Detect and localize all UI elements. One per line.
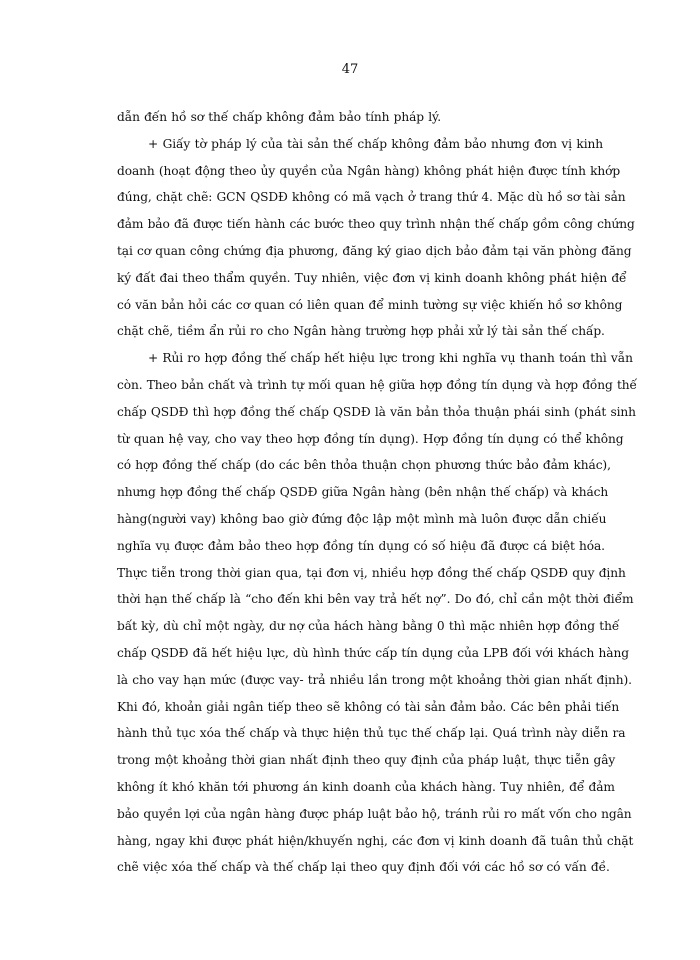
text-line: hàng(người vay) không bao giờ đứng độc lập một mình mà luôn được dẫn chiếu — [117, 511, 607, 526]
text-line: dẫn đến hồ sơ thế chấp không đảm bảo tính pháp lý. — [117, 110, 441, 124]
text-line: doanh (hoạt động theo ủy quyền của Ngân hàng) không phát hiện được tính khớp — [117, 163, 621, 178]
text-line: chấp QSDĐ đã hết hiệu lực, dù hình thức cấp tín dụng của LPB đối với khách hàng — [117, 645, 629, 660]
text-line: có văn bản hỏi các cơ quan có liên quan để minh tường sự việc khiến hồ sơ không — [117, 297, 623, 312]
text-line: chấp QSDĐ thì hợp đồng thế chấp QSDĐ là văn bản thỏa thuận phái sinh (phát sinh — [117, 404, 636, 419]
text-line: chẽ việc xóa thế chấp và thế chấp lại theo quy định đối với các hồ sơ có vấn đề. — [117, 860, 610, 875]
text-line: còn. Theo bản chất và trình tự mối quan hệ giữa hợp đồng tín dụng và hợp đồng thế — [117, 377, 637, 392]
text-line: đúng, chặt chẽ: GCN QSDĐ không có mã vạch ở trang thứ 4. Mặc dù hồ sơ tài sản — [117, 190, 626, 205]
text-line: trong một khoảng thời gian nhất định theo quy định của pháp luật, thực tiễn gây — [117, 753, 616, 768]
text-line: có hợp đồng thế chấp (do các bên thỏa thuận chọn phương thức bảo đảm khác), — [117, 458, 611, 473]
text-line: Thực tiễn trong thời gian qua, tại đơn vị, nhiều hợp đồng thế chấp QSDĐ quy định — [117, 565, 626, 580]
text-line: đảm bảo đã được tiến hành các bước theo quy trình nhận thế chấp gồm công chứng — [117, 217, 635, 232]
text-line: Khi đó, khoản giải ngân tiếp theo sẽ không có tài sản đảm bảo. Các bên phải tiến — [117, 699, 620, 714]
text-line: từ quan hệ vay, cho vay theo hợp đồng tín dụng). Hợp đồng tín dụng có thể không — [117, 431, 624, 446]
text-line: bất kỳ, dù chỉ một ngày, dư nợ của hách hàng bằng 0 thì mặc nhiên hợp đồng thế — [117, 619, 620, 634]
text-line: nghĩa vụ được đảm bảo theo hợp đồng tín dụng có số hiệu đã được cá biệt hóa. — [117, 538, 605, 553]
text-line: ký đất đai theo thẩm quyền. Tuy nhiên, việc đơn vị kinh doanh không phát hiện để — [117, 270, 627, 285]
text-line: + Rủi ro hợp đồng thế chấp hết hiệu lực trong khi nghĩa vụ thanh toán thì vẫn — [148, 351, 633, 366]
text-line: hành thủ tục xóa thế chấp và thực hiện thủ tục thế chấp lại. Quá trình này diễn ra — [117, 726, 626, 741]
text-line: nhưng hợp đồng thế chấp QSDĐ giữa Ngân hàng (bên nhận thế chấp) và khách — [117, 485, 609, 500]
paragraph — [117, 345, 637, 881]
page-number: 47 — [341, 62, 359, 77]
text-line: hàng, ngay khi được phát hiện/khuyến nghị, các đơn vị kinh doanh đã tuân thủ chặt — [117, 833, 634, 848]
text-line: chặt chẽ, tiềm ẩn rủi ro cho Ngân hàng trường hợp phải xử lý tài sản thế chấp. — [117, 324, 605, 339]
text-line: là cho vay hạn mức (được vay- trả nhiều lần trong một khoảng thời gian nhất định). — [117, 672, 632, 687]
text-line: không ít khó khăn tới phương án kinh doanh của khách hàng. Tuy nhiên, để đảm — [117, 779, 615, 794]
text-line: bảo quyền lợi của ngân hàng được pháp luật bảo hộ, tránh rủi ro mất vốn cho ngân — [117, 806, 632, 821]
paragraph — [117, 104, 603, 131]
text-line: + Giấy tờ pháp lý của tài sản thế chấp không đảm bảo nhưng đơn vị kinh — [148, 136, 603, 151]
text-line: thời hạn thế chấp là “cho đến khi bên vay trả hết nợ”. Do đó, chỉ cần một thời điểm — [117, 592, 634, 607]
text-line: tại cơ quan công chứng địa phương, đăng ký giao dịch bảo đảm tại văn phòng đăng — [117, 243, 632, 258]
document-body — [117, 104, 637, 881]
paragraph — [117, 131, 635, 345]
